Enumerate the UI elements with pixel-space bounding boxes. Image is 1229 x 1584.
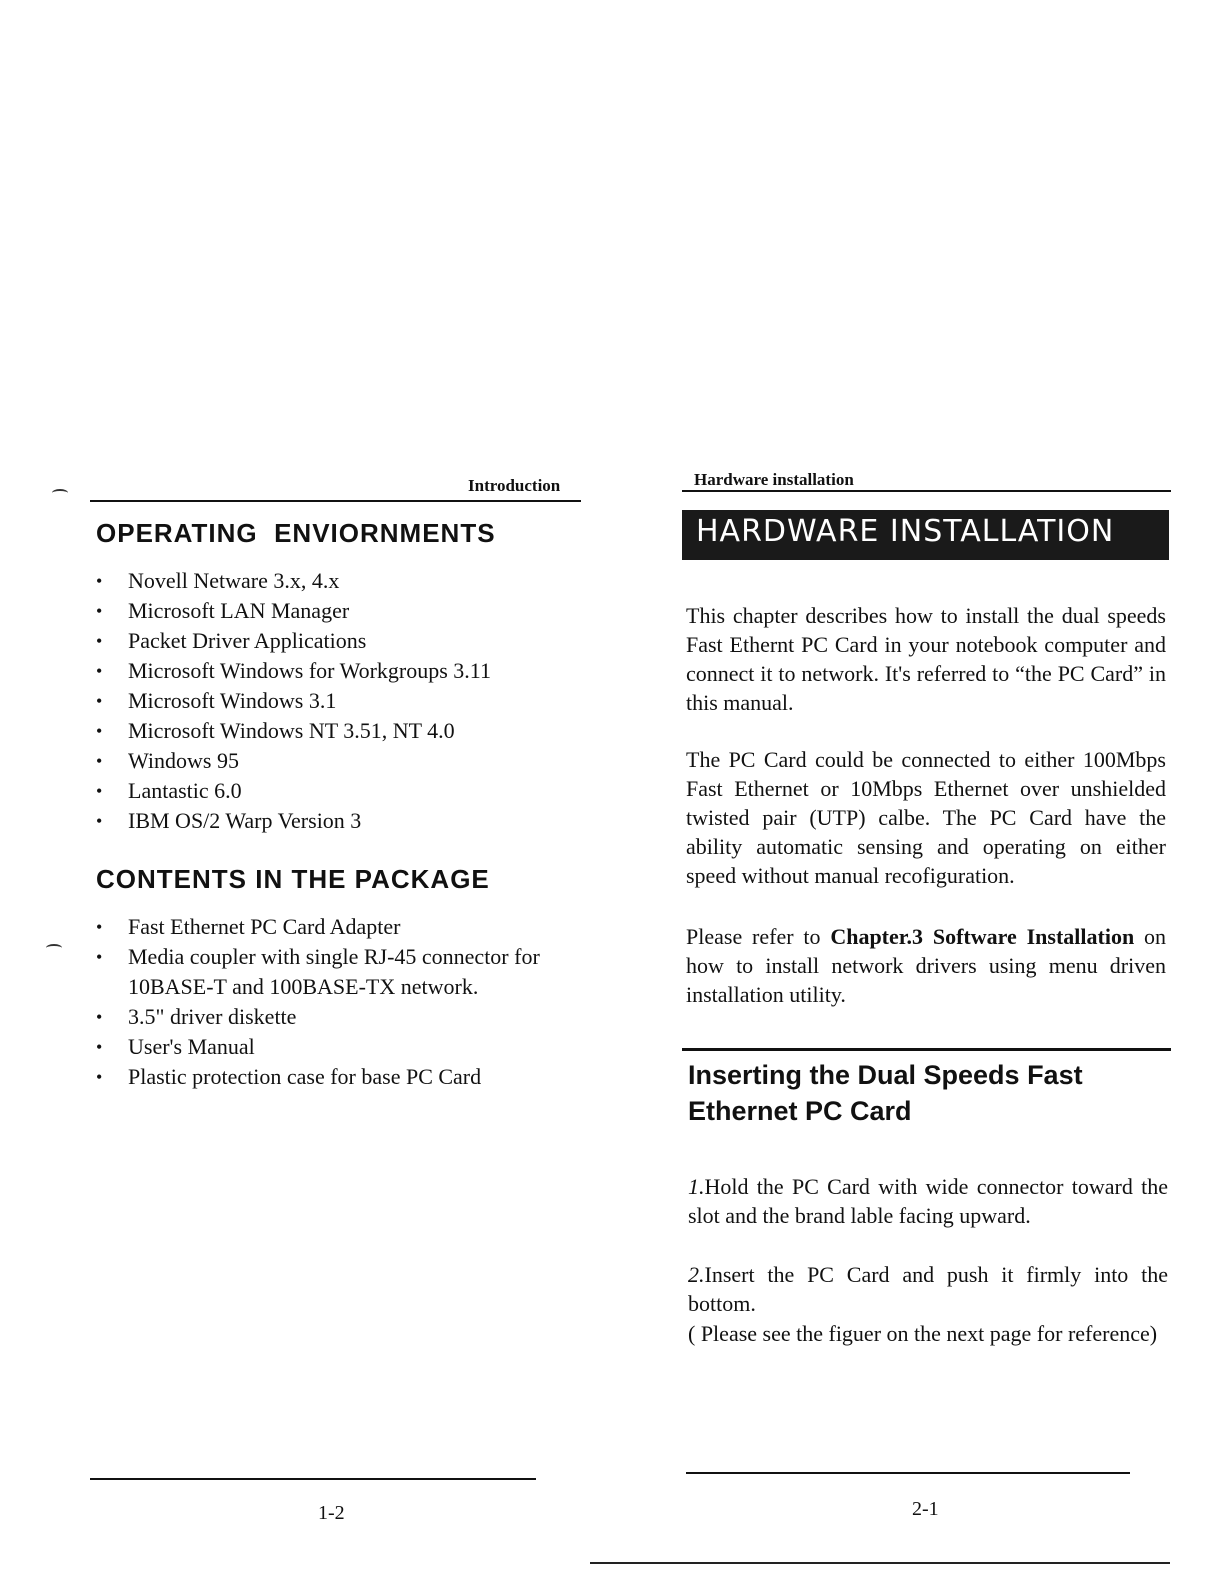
list-item: • Packet Driver Applications [96, 626, 596, 656]
list-item: • Plastic protection case for base PC Card [96, 1062, 586, 1092]
section-title-package-contents: CONTENTS IN THE PACKAGE [96, 864, 490, 894]
list-item: • Microsoft Windows 3.1 [96, 686, 596, 716]
step-2 [688, 1260, 1168, 1318]
package-contents-list [96, 912, 586, 1092]
list-item: • Fast Ethernet PC Card Adapter [96, 912, 586, 942]
list-item: • Lantastic 6.0 [96, 776, 596, 806]
list-item: • Windows 95 [96, 746, 596, 776]
footer-rule-left [90, 1478, 536, 1480]
list-item: • Microsoft Windows for Workgroups 3.11 [96, 656, 596, 686]
list-item: • Novell Netware 3.x, 4.x [96, 566, 596, 596]
list-item: • Media coupler with single RJ-45 connector for 10BASE-T and 100BASE-TX network. [96, 942, 586, 1002]
reference-text: Please refer to [686, 924, 831, 949]
list-item: • 3.5" driver diskette [96, 1002, 586, 1032]
step-number: 1. [688, 1174, 705, 1199]
connection-paragraph: The PC Card could be connected to either 100Mbps Fast Ethernet or 10Mbps Ethernet over unshielded twisted pair (UTP) calbe. The PC Card have the ability automatic sensing and operating on either speed without manual recofiguration. [686, 747, 1166, 888]
scan-mark [52, 489, 68, 497]
subsection-heading: Inserting the Dual Speeds Fast Ethernet PC Card [688, 1060, 1083, 1126]
footer-rule-right [686, 1472, 1130, 1474]
scan-edge-line [590, 1562, 1170, 1564]
list-item: • User's Manual [96, 1032, 586, 1062]
header-rule-left [90, 500, 581, 502]
running-header-left: Introduction [468, 476, 561, 495]
step-number: 2. [688, 1262, 705, 1287]
running-header-right: Hardware installation [694, 470, 854, 489]
step-text: Hold the PC Card with wide connector toward the slot and the brand lable facing upward. [688, 1174, 1168, 1228]
list-item: • Microsoft LAN Manager [96, 596, 596, 626]
step-1 [688, 1172, 1168, 1230]
header-rule-right [682, 490, 1171, 492]
step-text: Insert the PC Card and push it firmly into the bottom. [688, 1262, 1168, 1316]
page-number-right: 2-1 [912, 1498, 939, 1520]
list-item: • Microsoft Windows NT 3.51, NT 4.0 [96, 716, 596, 746]
reference-paragraph [686, 922, 1166, 1009]
chapter-banner: HARDWARE INSTALLATION [682, 510, 1169, 560]
chapter-reference: Chapter.3 Software Installation [830, 924, 1135, 949]
list-item: • IBM OS/2 Warp Version 3 [96, 806, 596, 836]
figure-note: ( Please see the figuer on the next page for reference) [688, 1321, 1158, 1346]
reference-text: on how to install network drivers using menu driven installation utility. [686, 924, 1167, 1007]
intro-paragraph: This chapter describes how to install the dual speeds Fast Ethernt PC Card in your notebook computer and connect it to network. It's referred to “the PC Card” in this manual. [686, 603, 1166, 715]
scan-mark [46, 944, 62, 952]
section-title-operating-environments: OPERATING ENVIORNMENTS [96, 518, 496, 548]
subsection-rule [682, 1048, 1171, 1051]
operating-environments-list [96, 566, 596, 836]
page-number-left: 1-2 [318, 1502, 345, 1524]
